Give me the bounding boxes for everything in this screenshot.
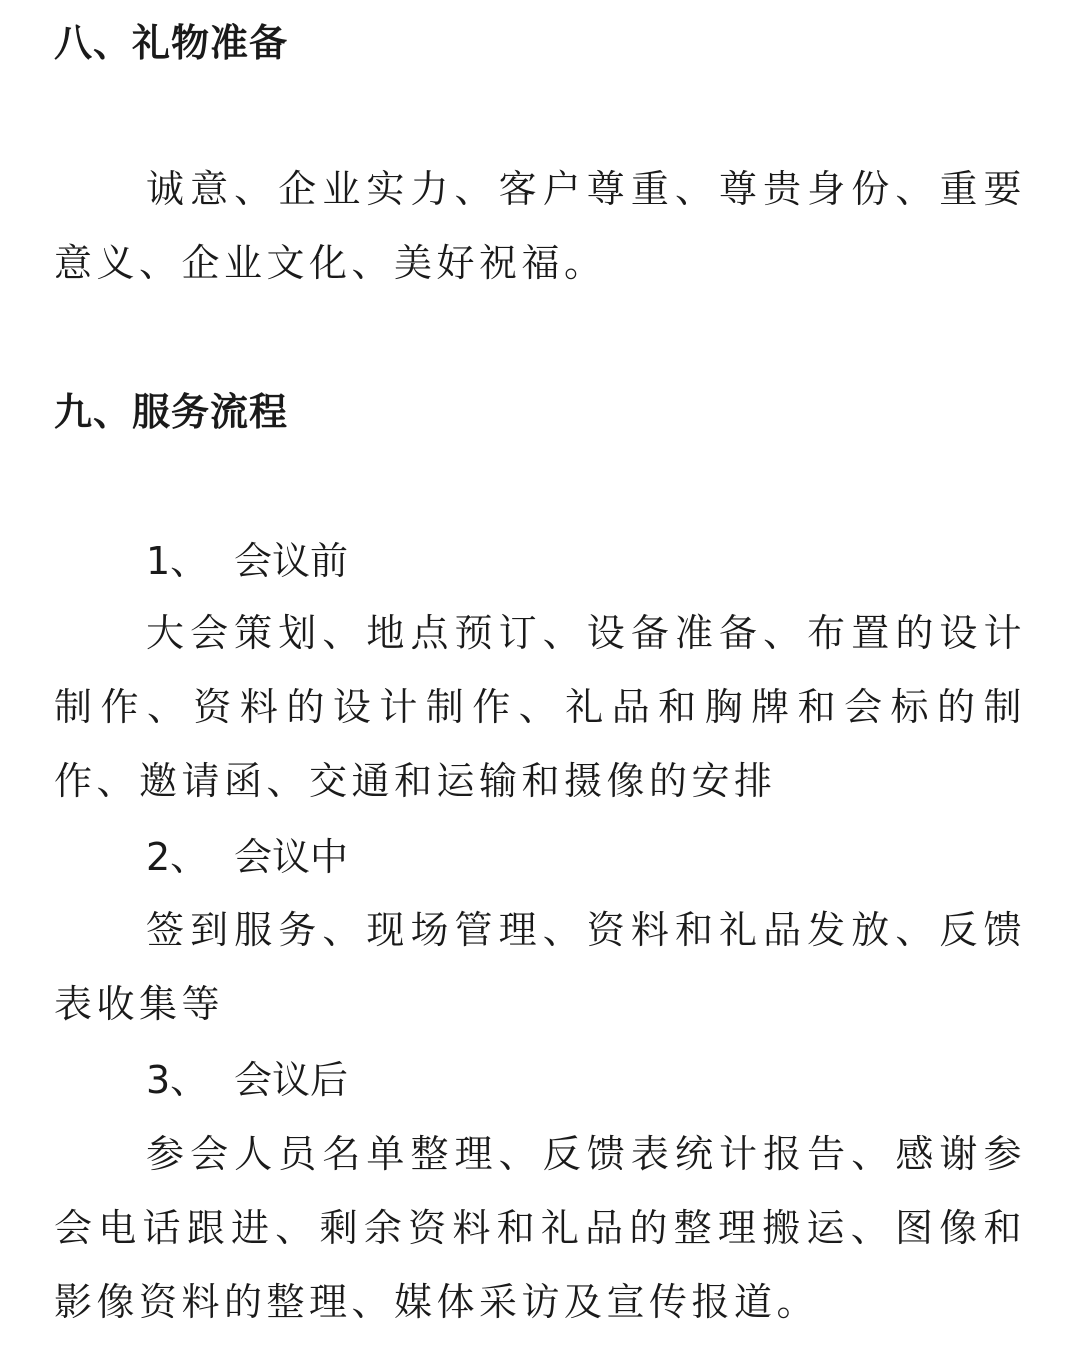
item-2-heading — [146, 835, 349, 879]
item-2-title: 会议中 — [234, 835, 349, 879]
item-1-body: 大会策划、地点预订、设备准备、布置的设计制作、资料的设计制作、礼品和胸牌和会标的制作、邀请函、交通和运输和摄像的安排 — [54, 611, 1026, 803]
item-1-number: 1、 — [146, 539, 209, 583]
item-1-heading — [146, 539, 349, 583]
item-2-body: 签到服务、现场管理、资料和礼品发放、反馈表收集等 — [54, 908, 1026, 1026]
item-1-title: 会议前 — [234, 539, 349, 583]
item-3-heading — [146, 1058, 349, 1102]
section-8-heading: 八、礼物准备 — [54, 21, 289, 65]
item-2-number: 2、 — [146, 835, 209, 879]
section-9-heading: 九、服务流程 — [54, 390, 289, 434]
item-3-body: 参会人员名单整理、反馈表统计报告、感谢参会电话跟进、剩余资料和礼品的整理搬运、图像和影像资料的整理、媒体采访及宣传报道。 — [54, 1132, 1026, 1324]
item-3-title: 会议后 — [234, 1058, 349, 1102]
section-8-body: 诚意、企业实力、客户尊重、尊贵身份、重要意义、企业文化、美好祝福。 — [54, 167, 1026, 285]
item-3-number: 3、 — [146, 1058, 209, 1102]
